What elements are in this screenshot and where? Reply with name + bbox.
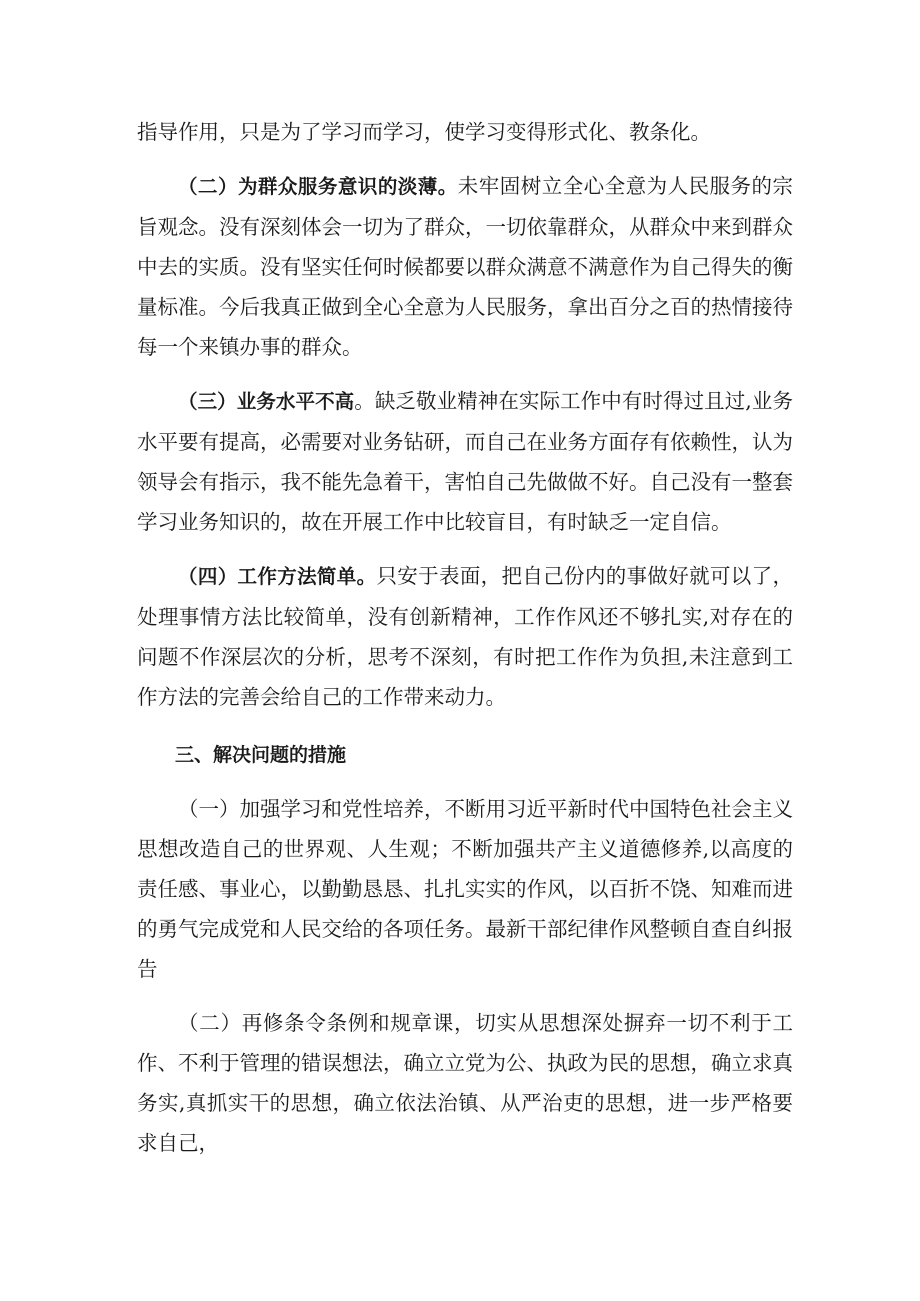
measure-paragraph-2: （二）再修条令条例和规章课，切实从思想深处摒弃一切不利于工作、不利于管理的错误想法，确立立党为公、执政为民的思想，确立求真务实,真抓实干的思想，确立依法治镇、从严治吏的思想，进一步严格要求自己， xyxy=(137,1011,793,1155)
problem-paragraph-2 xyxy=(137,166,793,367)
problem-paragraph-3 xyxy=(137,381,793,542)
problem-title-4: （四）工作方法简单。 xyxy=(178,565,377,588)
problem-body-4: 只安于表面，把自己份内的事做好就可以了，处理事情方法比较简单，没有创新精神，工作作风还不够扎实,对存在的问题不作深层次的分析，思考不深刻，有时把工作作为负担,未注意到工作方法的完善会给自己的工作带来动力。 xyxy=(137,564,793,709)
problem-body-3: 。缺乏敬业精神在实际工作中有时得过且过,业务水平要有提高，必需要对业务钻研，而自己在业务方面存有依赖性，认为领导会有指示，我不能先急着干，害怕自己先做做不好。自己没有一整套学习业务知识的，故在开展工作中比较盲目，有时缺乏一定自信。 xyxy=(137,389,793,534)
problem-title-2: （二）为群众服务意识的淡薄。 xyxy=(178,175,458,198)
problem-title-3: （三）业务水平不高 xyxy=(178,390,355,413)
problem-paragraph-4 xyxy=(137,556,793,717)
document-body xyxy=(137,112,793,1163)
problem-body-2: 未牢固树立全心全意为人民服务的宗旨观念。没有深刻体会一切为了群众，一切依靠群众，从群众中来到群众中去的实质。没有坚实任何时候都要以群众满意不满意作为自己得失的衡量标准。今后我真正做到全心全意为人民服务，拿出百分之百的热情接待每一个来镇办事的群众。 xyxy=(137,174,793,359)
measure-paragraph-1: （一）加强学习和党性培养，不断用习近平新时代中国特色社会主义思想改造自己的世界观、人生观；不断加强共产主义道德修养,以高度的责任感、事业心，以勤勤恳恳、扎扎实实的作风，以百折不饶、知难而进的勇气完成党和人民交给的各项任务。最新干部纪律作风整顿自查自纠报告 xyxy=(137,797,793,981)
section-heading: 三、解决问题的措施 xyxy=(175,744,347,766)
continuation-paragraph: 指导作用，只是为了学习而学习，使学习变得形式化、教条化。 xyxy=(137,120,711,144)
